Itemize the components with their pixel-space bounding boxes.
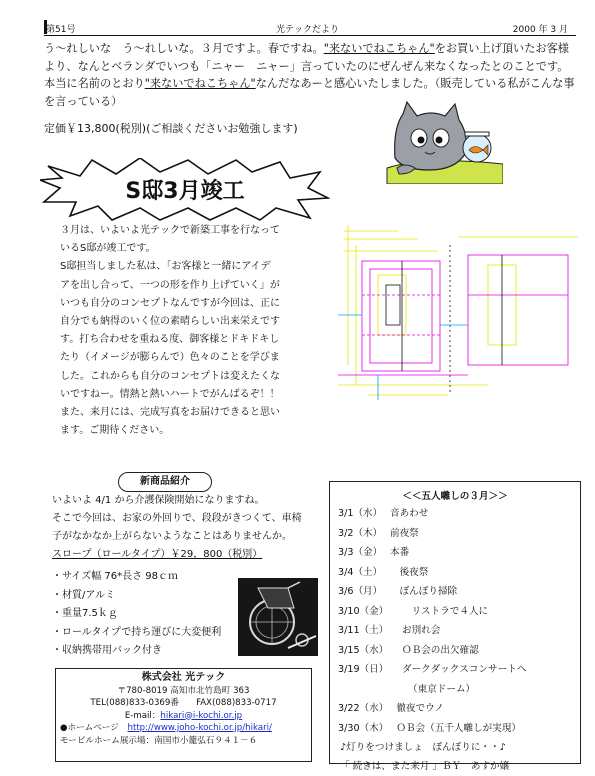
email-label: E-mail： <box>124 710 161 721</box>
event-text: ＯＢ会の出欠確認 <box>402 644 479 656</box>
event-text: リストラで４人に <box>411 605 489 617</box>
intro-line: いよいよ 4/1 から介護保険開始になりますね。 <box>52 495 265 506</box>
intro-product-name-2: "来ないでねこちゃん" <box>144 77 256 90</box>
event-text: 音あわせ <box>390 508 429 519</box>
page-header <box>44 20 576 36</box>
calendar-box <box>329 481 581 772</box>
calendar-row <box>330 602 580 622</box>
email-link[interactable]: hikari@i-kochi.or.jp <box>160 710 243 721</box>
product-name-price: スロープ（ロールタイプ）￥29，800（税別） <box>52 549 263 560</box>
calendar-row <box>330 621 580 641</box>
wheelchair-photo <box>238 578 318 656</box>
showroom-address: モービルホーム展示場：南国市小籠弘石９４１－６ <box>60 735 258 746</box>
article-line: ます。ご期待ください。 <box>60 425 170 437</box>
company-address: 〒780-8019 高知市北竹島町 363 <box>117 685 250 696</box>
calendar-row <box>330 563 580 583</box>
burst-title: S邸3月竣工 <box>125 179 245 204</box>
intro-line: 子がなかなか上がらないようなことはありませんか。 <box>52 531 292 542</box>
price-line: 定価￥13,800(税別)(ご相談くださいお勉強します) <box>44 122 298 135</box>
spec-item: ・サイズ幅 76*長さ 98ｃｍ <box>52 571 179 582</box>
calendar-footer-signoff: 「 続きは、また来月 」ＢＹ あすか嬢 <box>340 761 510 772</box>
event-date: 3/19（日） <box>338 664 389 675</box>
event-text: 本番 <box>390 547 410 558</box>
article-line: ３月は、いよいよ光テックで新築工事を行なって <box>60 225 280 236</box>
event-date: 3/30（木） <box>338 722 389 734</box>
calendar-row-sub: （東京ドーム） <box>408 683 476 695</box>
event-date: 3/15（水） <box>338 644 389 656</box>
burst-banner <box>40 158 330 222</box>
intro-text-1: う～れしいな う～れしいな。３月ですよ。春ですね。 <box>44 42 324 55</box>
article-line: した。これからも自分のコンセプトは変えたくな <box>60 370 280 382</box>
issue-date: 2000 年 3 月 <box>512 25 568 35</box>
article-line: いるS邸が竣工です。 <box>60 243 156 255</box>
company-info-box <box>55 668 312 762</box>
new-product-heading: 新商品紹介 <box>118 472 212 492</box>
new-product-intro <box>52 492 327 564</box>
calendar-row <box>330 524 580 544</box>
event-text: ダークダックスコンサートへ <box>402 664 527 675</box>
construction-article <box>60 222 296 440</box>
calendar-row <box>330 699 580 719</box>
issue-number: 第51号 <box>46 25 76 35</box>
event-date: 3/22（水） <box>338 703 389 714</box>
event-text: 徹夜でウノ <box>396 703 445 714</box>
header-rule <box>44 35 576 36</box>
website-label: ●ホームページ <box>60 723 119 733</box>
event-date: 3/6（月） <box>338 586 383 597</box>
newsletter-title: 光テックだより <box>276 25 340 35</box>
event-date: 3/11（土） <box>338 625 389 636</box>
company-name: 株式会社 光テック <box>141 672 226 683</box>
intro-line: そこで今回は、お家の外回りで、段段がきつくて、車椅 <box>52 513 302 524</box>
calendar-row <box>330 504 580 524</box>
website-link[interactable]: http://www.joho-kochi.or.jp/hikari/ <box>127 723 272 733</box>
intro-text-3: なんだなあーと感心いたしました。（販売している私がこんな事を言っている） <box>44 77 575 108</box>
article-line: S邸担当しました私は、「お客様と一緒にアイデ <box>60 261 271 273</box>
event-text: 前夜祭 <box>390 527 419 539</box>
product-spec-list <box>52 568 252 661</box>
spec-item: ・重量7.5ｋｇ <box>52 608 118 619</box>
event-text: お別れ会 <box>402 625 441 636</box>
article-line: 自分でも納得のいく位の素晴らしい出来栄えです <box>60 316 280 328</box>
event-text: 後夜祭 <box>399 566 429 578</box>
calendar-row <box>330 660 580 680</box>
intro-product-name-1: "来ないでねこちゃん" <box>323 42 435 55</box>
calendar-row <box>330 719 580 739</box>
article-line: いですねー。情熱と熱いハートでがんばるぞ！！ <box>60 388 280 400</box>
calendar-title: ＜＜五人囃しの３月＞＞ <box>402 491 508 502</box>
event-date: 3/1（水） <box>338 508 383 519</box>
event-date: 3/10（金） <box>338 605 389 617</box>
article-line: いつも自分のコンセプトなんですが今回は、正に <box>60 297 280 309</box>
event-text: ＯＢ会（五千人囃しが実現） <box>396 722 522 734</box>
event-date: 3/4（土） <box>338 566 383 578</box>
spec-item: ・材質/アルミ <box>52 589 115 601</box>
calendar-row <box>330 641 580 661</box>
calendar-footer-song: ♪灯りをつけましょ ぼんぼりに・・♪ <box>340 742 506 753</box>
article-line: たり（イメージが膨らんで）色々のことを学びま <box>60 352 280 364</box>
event-text: ぼんぼり掃除 <box>399 586 458 597</box>
event-date: 3/3（金） <box>338 547 383 558</box>
calendar-row <box>330 582 580 602</box>
article-line: す。打ち合わせを重ねる度、御客様とドキドキし <box>60 334 280 346</box>
article-line: アを出し合って、一つの形を作り上げていく」が <box>60 279 280 291</box>
intro-text-2: をお買い上げ頂いたお客様より、なんとベランダでいつも「ニャー ニャー」言っていたのにぜんぜん来なくなったとのことです。本当に名前のとおり <box>44 42 569 90</box>
spec-item: ・ロールタイプで持ち運びに大変便利 <box>52 626 222 638</box>
spec-item: ・収納携帯用バック付き <box>52 645 162 656</box>
cat-illustration <box>385 98 503 184</box>
blueprint-drawing <box>338 225 578 400</box>
event-date: 3/2（木） <box>338 527 383 539</box>
calendar-row <box>330 543 580 563</box>
company-phone: TEL(088)833-0369番 FAX(088)833-0717 <box>90 698 277 708</box>
article-line: また、来月には、完成写真をお届けできると思い <box>60 407 280 419</box>
